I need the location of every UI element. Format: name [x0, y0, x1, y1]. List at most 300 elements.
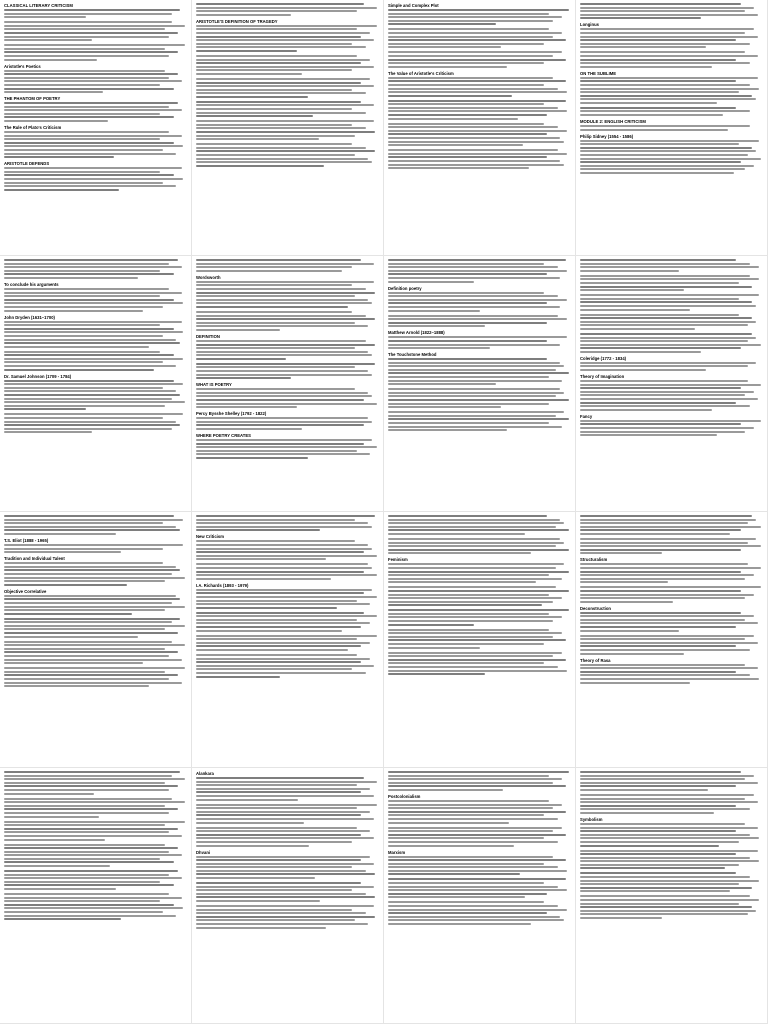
body-text-line — [388, 870, 567, 872]
body-text-line — [4, 632, 178, 634]
body-text-line — [388, 609, 569, 611]
body-text-line — [4, 182, 163, 184]
body-text-line — [4, 387, 163, 389]
body-text-line — [388, 586, 556, 588]
body-text-line — [196, 124, 352, 126]
body-text-line — [4, 881, 160, 883]
body-text-line — [580, 129, 728, 131]
body-text-line — [388, 563, 564, 565]
body-text-line — [4, 358, 183, 360]
text-block — [4, 64, 187, 94]
text-block — [196, 583, 379, 609]
body-text-line — [388, 882, 544, 884]
body-text-line — [196, 295, 355, 297]
text-block — [580, 275, 763, 291]
body-text-line — [196, 830, 370, 832]
text-block — [580, 71, 763, 104]
body-text-line — [4, 569, 180, 571]
body-text-line — [388, 43, 544, 45]
text-block — [580, 22, 763, 48]
body-text-line — [388, 775, 549, 777]
body-text-line — [4, 911, 163, 913]
body-text-line — [4, 812, 169, 814]
body-text-line — [196, 453, 370, 455]
body-text-line — [388, 811, 566, 813]
page-tile — [384, 256, 576, 512]
body-text-line — [580, 667, 758, 669]
body-text-line — [388, 411, 564, 413]
body-text-line — [388, 372, 569, 374]
body-text-line — [196, 25, 377, 27]
body-text-line — [388, 863, 544, 865]
body-text-line — [580, 850, 758, 852]
text-block — [580, 538, 763, 554]
body-text-line — [580, 387, 741, 389]
body-text-line — [580, 362, 756, 364]
body-text-line — [196, 82, 361, 84]
body-text-line — [388, 270, 567, 272]
text-block — [580, 557, 763, 583]
body-text-line — [388, 51, 562, 53]
text-block — [196, 563, 379, 579]
body-text-line — [196, 856, 370, 858]
body-text-line — [196, 59, 370, 61]
body-text-line — [580, 619, 745, 621]
body-text-line — [196, 837, 374, 839]
body-text-line — [580, 864, 739, 866]
body-text-line — [4, 861, 174, 863]
body-text-line — [388, 340, 547, 342]
body-text-line — [388, 923, 531, 925]
body-text-line — [196, 668, 352, 670]
section-heading: Matthew Arnold (1822–1888) — [388, 330, 445, 336]
body-text-line — [196, 866, 352, 868]
body-text-line — [388, 95, 512, 97]
text-block — [580, 850, 763, 870]
body-text-line — [388, 893, 547, 895]
body-text-line — [580, 612, 741, 614]
body-text-line — [388, 896, 525, 898]
body-text-line — [196, 101, 361, 103]
body-text-line — [580, 398, 758, 400]
body-text-line — [388, 624, 474, 626]
body-text-line — [196, 270, 342, 272]
body-text-line — [388, 594, 549, 596]
body-text-line — [196, 665, 374, 667]
body-text-line — [580, 827, 758, 829]
text-block — [196, 101, 379, 117]
body-text-line — [4, 171, 160, 173]
body-text-line — [196, 417, 368, 419]
body-text-line — [4, 16, 86, 18]
body-text-line — [4, 562, 163, 564]
body-text-line — [196, 900, 320, 902]
body-text-line — [388, 403, 549, 405]
body-text-line — [580, 853, 736, 855]
section-heading: Wordsworth — [196, 274, 221, 280]
section-heading: The Rule of Plato's Criticism — [4, 125, 62, 131]
body-text-line — [580, 805, 736, 807]
body-text-line — [4, 331, 183, 333]
body-text-line — [580, 107, 736, 109]
body-text-line — [580, 384, 761, 386]
body-text-line — [4, 394, 180, 396]
body-text-line — [196, 421, 372, 423]
body-text-line — [196, 292, 375, 294]
text-block — [196, 19, 379, 52]
body-text-line — [388, 36, 553, 38]
body-text-line — [580, 80, 736, 82]
body-text-line — [580, 32, 745, 34]
body-text-line — [388, 647, 480, 649]
text-block — [580, 658, 763, 684]
body-text-line — [580, 114, 723, 116]
body-text-line — [580, 3, 741, 5]
body-text-line — [4, 544, 183, 546]
body-text-line — [580, 278, 759, 280]
body-text-line — [196, 612, 364, 614]
body-text-line — [196, 424, 364, 426]
body-text-line — [388, 567, 556, 569]
body-text-line — [580, 794, 754, 796]
body-text-line — [388, 295, 558, 297]
body-text-line — [580, 664, 745, 666]
body-text-line — [580, 88, 759, 90]
body-text-line — [580, 876, 750, 878]
body-text-line — [4, 273, 174, 275]
body-text-line — [580, 860, 759, 862]
body-text-line — [388, 655, 553, 657]
body-text-line — [388, 878, 566, 880]
body-text-line — [388, 856, 553, 858]
body-text-line — [388, 336, 567, 338]
body-text-line — [580, 887, 752, 889]
body-text-line — [388, 845, 514, 847]
body-text-line — [4, 628, 165, 630]
body-text-line — [4, 302, 183, 304]
body-text-line — [4, 844, 165, 846]
text-block — [4, 259, 187, 279]
body-text-line — [4, 321, 182, 323]
body-text-line — [196, 78, 370, 80]
body-text-line — [4, 174, 174, 176]
body-text-line — [388, 59, 566, 61]
body-text-line — [580, 172, 734, 174]
text-block — [4, 589, 187, 615]
body-text-line — [196, 784, 357, 786]
body-text-line — [580, 671, 736, 673]
body-text-line — [580, 526, 761, 528]
body-text-line — [196, 804, 377, 806]
body-text-line — [196, 284, 352, 286]
body-text-line — [4, 778, 185, 780]
page-tile — [192, 0, 384, 256]
section-heading: ARISTOTLE'S DEFINITION OF TRAGEDY — [196, 18, 278, 24]
body-text-line — [388, 149, 558, 151]
body-text-line — [580, 51, 745, 53]
body-text-line — [4, 621, 172, 623]
text-block — [580, 294, 763, 310]
body-text-line — [388, 574, 549, 576]
body-text-line — [580, 314, 739, 316]
body-text-line — [388, 77, 553, 79]
body-text-line — [580, 542, 748, 544]
body-text-line — [196, 104, 374, 106]
text-block — [196, 612, 379, 632]
body-text-line — [580, 110, 750, 112]
body-text-line — [196, 370, 368, 372]
body-text-line — [4, 405, 165, 407]
body-text-line — [388, 542, 564, 544]
body-text-line — [196, 548, 372, 550]
text-block — [388, 388, 571, 408]
body-text-line — [580, 147, 752, 149]
body-text-line — [4, 84, 160, 86]
body-text-line — [196, 795, 374, 797]
body-text-line — [4, 515, 174, 517]
text-block — [388, 286, 571, 312]
body-text-line — [388, 369, 556, 371]
body-text-line — [196, 818, 374, 820]
body-text-line — [388, 571, 569, 573]
body-text-line — [388, 522, 564, 524]
body-text-line — [580, 638, 745, 640]
section-heading: Alankara — [196, 771, 214, 776]
body-text-line — [388, 662, 544, 664]
body-text-line — [196, 28, 357, 30]
section-heading: WHERE POETRY CREATES — [196, 433, 251, 438]
body-text-line — [580, 266, 759, 268]
body-text-line — [196, 318, 375, 320]
body-text-line — [196, 406, 297, 408]
body-text-line — [196, 870, 366, 872]
body-text-line — [580, 594, 754, 596]
body-text-line — [4, 682, 182, 684]
body-text-line — [388, 88, 558, 90]
text-block — [580, 515, 763, 535]
body-text-line — [196, 567, 372, 569]
body-text-line — [4, 915, 176, 917]
body-text-line — [196, 89, 352, 91]
section-heading: Theory of Rasa — [580, 657, 611, 663]
body-text-line — [388, 62, 544, 64]
body-text-line — [196, 658, 370, 660]
text-block — [4, 538, 187, 553]
text-block — [388, 515, 571, 535]
body-text-line — [580, 890, 730, 892]
body-text-line — [196, 661, 361, 663]
body-text-line — [388, 526, 556, 528]
body-text-line — [580, 545, 761, 547]
text-block — [196, 515, 379, 531]
body-text-line — [388, 800, 549, 802]
section-heading: To conclude his arguments — [4, 281, 59, 287]
body-text-line — [196, 443, 364, 445]
body-text-line — [4, 674, 178, 676]
body-text-line — [388, 578, 562, 580]
section-heading: Longinus — [580, 22, 599, 28]
text-block — [388, 71, 571, 97]
body-text-line — [580, 294, 759, 296]
body-text-line — [388, 804, 562, 806]
body-text-line — [388, 302, 547, 304]
body-text-line — [4, 897, 182, 899]
body-text-line — [4, 595, 176, 597]
body-text-line — [4, 106, 169, 108]
body-text-line — [4, 789, 169, 791]
body-text-line — [388, 545, 556, 547]
text-block — [388, 609, 571, 625]
body-text-line — [196, 645, 361, 647]
body-text-line — [388, 114, 547, 116]
body-text-line — [388, 613, 549, 615]
body-text-line — [580, 778, 745, 780]
body-text-line — [196, 827, 357, 829]
text-block — [580, 794, 763, 814]
body-text-line — [388, 909, 567, 911]
body-text-line — [196, 905, 374, 907]
body-text-line — [580, 17, 701, 19]
body-text-line — [4, 522, 163, 524]
body-text-line — [388, 362, 560, 364]
body-text-line — [196, 340, 366, 342]
section-heading: Dr. Samuel Johnson (1709 - 1784) — [4, 373, 72, 379]
body-text-line — [388, 46, 501, 48]
body-text-line — [4, 526, 176, 528]
body-text-line — [388, 620, 553, 622]
text-block — [4, 315, 187, 348]
text-block — [4, 515, 187, 535]
page-tile — [192, 512, 384, 768]
body-text-line — [196, 392, 368, 394]
body-text-line — [580, 567, 761, 569]
text-block — [4, 282, 187, 312]
body-text-line — [580, 615, 754, 617]
body-text-line — [196, 299, 368, 301]
body-text-line — [4, 644, 185, 646]
section-heading: Objective Correlative — [4, 588, 47, 594]
section-heading: The Value of Aristotle's Criticism — [388, 70, 454, 76]
body-text-line — [388, 901, 544, 903]
text-block — [580, 333, 763, 353]
body-text-line — [4, 145, 183, 147]
body-text-line — [196, 811, 370, 813]
text-block — [4, 3, 187, 18]
body-text-line — [580, 391, 754, 393]
body-text-line — [196, 863, 374, 865]
body-text-line — [388, 164, 564, 166]
text-block — [580, 771, 763, 791]
body-text-line — [388, 322, 547, 324]
body-text-line — [196, 563, 368, 565]
body-text-line — [196, 347, 355, 349]
body-text-line — [4, 584, 127, 586]
body-text-line — [196, 366, 355, 368]
body-text-line — [196, 600, 357, 602]
text-block — [196, 143, 379, 167]
body-text-line — [4, 618, 180, 620]
text-block — [4, 893, 187, 920]
body-text-line — [580, 798, 745, 800]
body-text-line — [196, 592, 364, 594]
text-block — [196, 433, 379, 459]
body-text-line — [4, 835, 182, 837]
body-text-line — [388, 666, 558, 668]
body-text-line — [580, 46, 706, 48]
body-text-line — [196, 519, 355, 521]
body-text-line — [388, 652, 562, 654]
body-text-line — [4, 641, 172, 643]
body-text-line — [4, 577, 185, 579]
body-text-line — [388, 107, 558, 109]
body-text-line — [4, 907, 183, 909]
text-block — [196, 3, 379, 16]
body-text-line — [196, 351, 368, 353]
body-text-line — [4, 854, 182, 856]
body-text-line — [580, 150, 756, 152]
body-text-line — [4, 70, 165, 72]
body-text-line — [4, 678, 169, 680]
body-text-line — [196, 62, 361, 64]
body-text-line — [580, 402, 736, 404]
body-text-line — [196, 439, 372, 441]
body-text-line — [4, 32, 178, 34]
body-text-line — [196, 358, 286, 360]
body-text-line — [580, 39, 736, 41]
body-text-line — [580, 823, 745, 825]
body-text-line — [196, 3, 364, 5]
body-text-line — [4, 808, 178, 810]
body-text-line — [196, 115, 313, 117]
text-block — [580, 895, 763, 919]
page-tile — [384, 512, 576, 768]
body-text-line — [580, 883, 739, 885]
body-text-line — [580, 533, 730, 535]
body-text-line — [388, 807, 553, 809]
body-text-line — [4, 667, 185, 669]
body-text-line — [580, 143, 739, 145]
body-text-line — [4, 401, 185, 403]
section-heading: Deconstruction — [580, 605, 611, 611]
body-text-line — [4, 828, 178, 830]
body-text-line — [580, 91, 739, 93]
body-text-line — [388, 55, 553, 57]
text-block — [4, 413, 187, 433]
body-text-line — [580, 317, 752, 319]
body-text-line — [580, 289, 684, 291]
text-block — [4, 870, 187, 890]
body-text-line — [580, 808, 750, 810]
text-block — [196, 654, 379, 678]
body-text-line — [196, 873, 375, 875]
body-text-line — [388, 789, 503, 791]
body-text-line — [388, 137, 560, 139]
body-text-line — [4, 580, 165, 582]
body-text-line — [4, 884, 174, 886]
body-text-line — [4, 566, 176, 568]
body-text-line — [4, 609, 165, 611]
body-text-line — [4, 551, 121, 553]
body-text-line — [388, 406, 501, 408]
body-text-line — [196, 165, 324, 167]
body-text-line — [388, 259, 566, 261]
body-text-line — [388, 266, 558, 268]
body-text-line — [196, 325, 368, 327]
body-text-line — [388, 827, 562, 829]
body-text-line — [196, 457, 308, 459]
body-text-line — [4, 9, 180, 11]
body-text-line — [388, 144, 523, 146]
